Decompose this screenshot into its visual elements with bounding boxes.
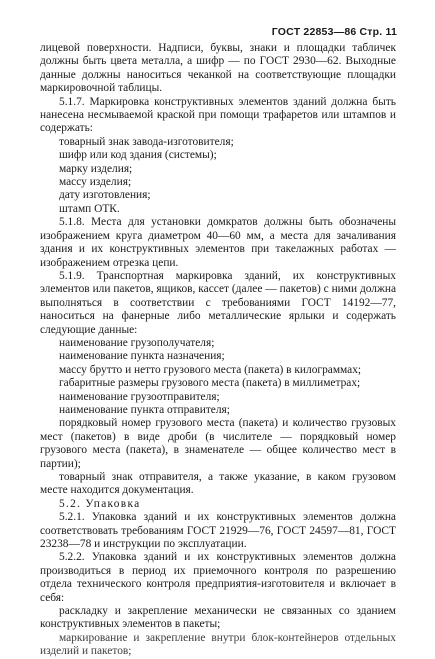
list-item: марку изделия; bbox=[59, 162, 133, 175]
list-item: штамп ОТК. bbox=[59, 202, 120, 215]
section-heading-5-2: 5.2. Упаковка bbox=[59, 497, 141, 510]
clause-5-1-8: 5.1.8. Места для установки домкратов должны быть обозначены изображением круга диаметром 40—60 мм, а места для зачаливания здания и их конструктивных элементов при такелажных работах — изображением отрезка цепи. bbox=[40, 216, 396, 269]
list-item: раскладку и закрепление механически не связанных со зданием конструктивных элементов в пакеты; bbox=[40, 605, 396, 631]
list-item: наименование пункта отправителя; bbox=[59, 403, 230, 416]
list-item: наименование пункта назначения; bbox=[59, 350, 225, 363]
list-item: массу изделия; bbox=[59, 176, 132, 189]
list-item: шифр или код здания (системы); bbox=[59, 149, 217, 162]
list-item: габаритные размеры грузового места (пакета) в миллиметрах; bbox=[59, 377, 361, 390]
list-item: порядковый номер грузового места (пакета) и количество грузовых мест (пакетов) в виде дроби (в числителе — порядковый номер грузового места (пакета), в знаменателе — общее количество мест в партии); bbox=[40, 417, 396, 470]
clause-5-2-2: 5.2.2. Упаковка зданий и их конструктивных элементов должна производиться в период их приемочного контроля по разрешению отдела технического контроля предприятия-изготовителя и включает в себя: bbox=[40, 551, 396, 604]
page-header: ГОСТ 22853—86 Стр. 11 bbox=[271, 26, 397, 38]
list-item: маркирование и закрепление внутри блок-контейнеров отдельных изделий и пакетов; bbox=[40, 631, 396, 658]
clause-5-2-1: 5.2.1. Упаковка зданий и их конструктивных элементов должна соответствовать требованиям ГОСТ 21929—76, ГОСТ 24597—81, ГОСТ 23238—78 и инструкции по эксплуатации. bbox=[40, 511, 396, 551]
list-item: наименование грузополучателя; bbox=[59, 336, 215, 349]
document-body bbox=[40, 42, 396, 659]
list-item: наименование грузоотправителя; bbox=[59, 390, 220, 403]
clause-5-1-9: 5.1.9. Транспортная маркировка зданий, их конструктивных элементов или пакетов, ящиков, кассет (далее — пакетов) с ними должна выполняться в соответствии с требованиями ГОСТ 14192—77, наноситься на фанерные либо металлические ярлыки и содержать следующие данные: bbox=[40, 269, 396, 336]
list-item: массу брутто и нетто грузового места (пакета) в килограммах; bbox=[59, 363, 362, 376]
list-item: дату изготовления; bbox=[59, 189, 151, 202]
list-item: товарный знак завода-изготовителя; bbox=[59, 135, 234, 148]
list-item: товарный знак отправителя, а также указание, в каком грузовом месте находится документация. bbox=[40, 471, 396, 497]
clause-5-1-7: 5.1.7. Маркировка конструктивных элементов зданий должна быть нанесена несмываемой краской при помощи трафаретов или штампов и содержать: bbox=[40, 95, 396, 135]
paragraph-continuation: лицевой поверхности. Надписи, буквы, знаки и площадки табличек должны быть цвета металла, а шифр — по ГОСТ 2930—62. Выходные данные должны наноситься чеканкой на соответствующие площадки маркировочной таблицы. bbox=[40, 42, 396, 95]
